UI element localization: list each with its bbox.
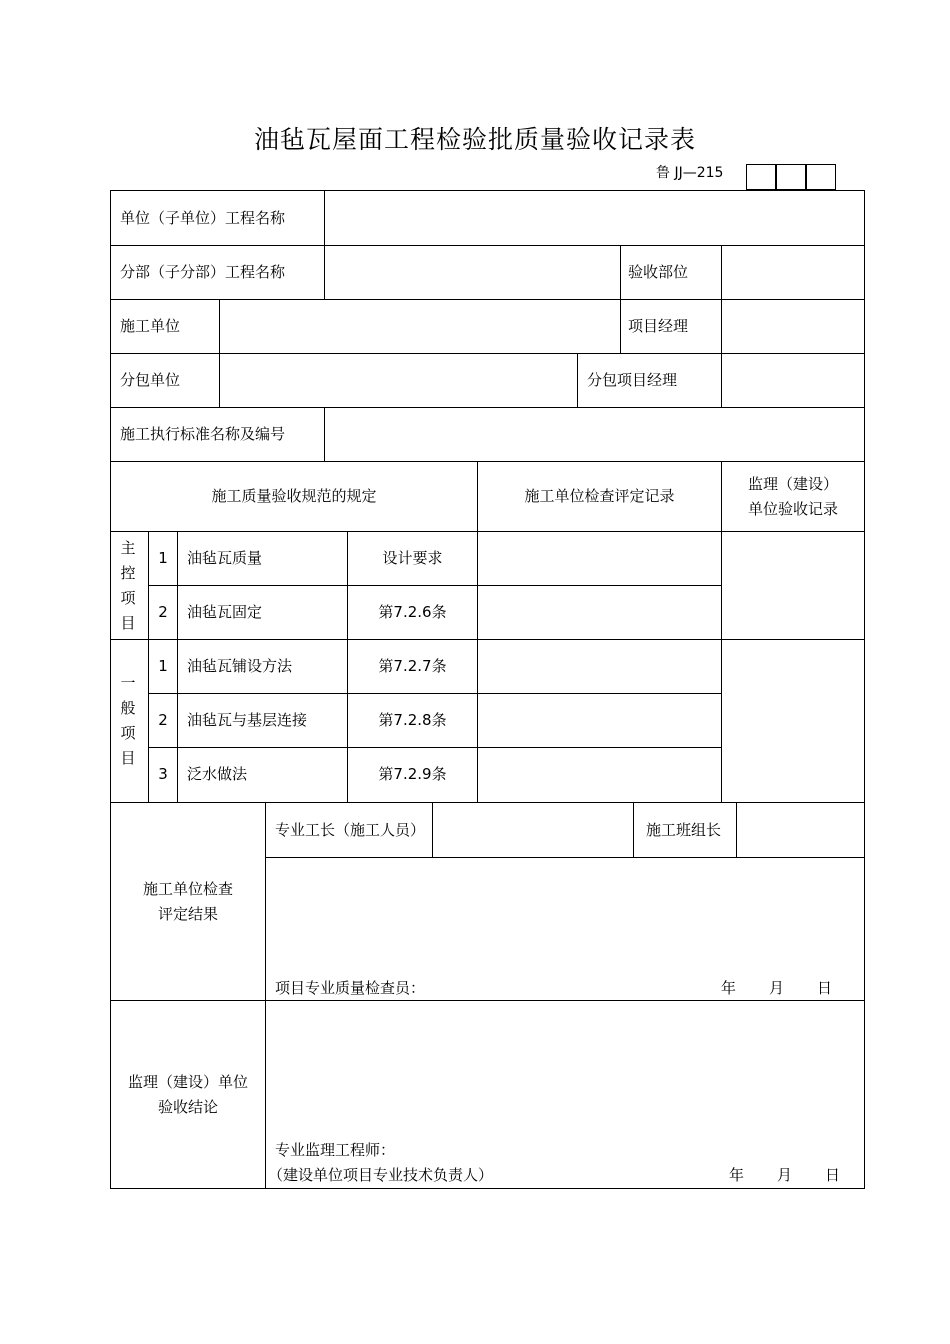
construction-check-month: 月 [769,979,785,997]
page-title: 油毡瓦屋面工程检验批质量验收记录表 [253,125,696,154]
construction-unit-label: 施工单位 [120,317,181,335]
standard-name-label: 施工执行标准名称及编号 [120,425,286,443]
main-items-supervision-field[interactable] [723,533,863,638]
general-items-supervision-field[interactable] [723,641,863,801]
team-leader-label: 施工班组长 [646,821,722,839]
quality-inspector-label: 项目专业质量检查员： [275,979,426,997]
supervision-conclusion-field[interactable] [267,1003,863,1133]
general-item-record-field[interactable] [479,641,720,692]
construction-record-column-header: 施工单位检查评定记录 [524,487,675,505]
supervision-label-line2: 验收结论 [157,1098,218,1116]
supervision-engineer-label: 专业监理工程师： [275,1141,396,1159]
subcontract-unit-field[interactable] [221,355,576,406]
acceptance-part-label: 验收部位 [628,263,689,281]
acceptance-part-field[interactable] [723,247,863,298]
general-item-requirement: 第7.2.8条 [378,711,447,729]
construction-check-label-line1: 施工单位检查 [142,880,233,898]
main-items-label: 主控项目 [120,539,136,632]
construction-check-year: 年 [721,979,737,997]
subcontract-unit-label: 分包单位 [120,371,181,389]
foreman-field[interactable] [434,804,632,856]
main-item-no: 1 [158,549,168,567]
code-box-1[interactable] [746,164,776,190]
supervision-year: 年 [729,1166,745,1184]
owner-representative-label: （建设单位项目专业技术负责人） [268,1166,494,1184]
main-item-no: 2 [158,603,168,621]
unit-project-name-label: 单位（子单位）工程名称 [120,209,286,227]
standard-name-field[interactable] [326,409,863,460]
supervision-record-header-line1: 监理（建设） [747,475,838,493]
main-item-requirement: 设计要求 [382,549,443,567]
main-item-requirement: 第7.2.6条 [378,603,447,621]
spec-column-header: 施工质量验收规范的规定 [211,487,377,505]
sub-project-name-label: 分部（子分部）工程名称 [120,263,286,281]
general-item-no: 2 [158,711,168,729]
supervision-day: 日 [825,1166,841,1184]
general-items-label: 一般项目 [120,674,136,767]
main-item-name: 油毡瓦质量 [187,549,263,567]
general-item-no: 3 [158,765,168,783]
team-leader-field[interactable] [738,804,863,856]
subcontract-manager-label: 分包项目经理 [587,371,678,389]
supervision-month: 月 [777,1166,793,1184]
form-code: 鲁 JJ—215 [656,165,724,181]
general-item-name: 泛水做法 [187,765,248,783]
construction-unit-field[interactable] [221,301,619,352]
project-manager-field[interactable] [723,301,863,352]
supervision-record-header-line2: 单位验收记录 [747,500,838,518]
code-box-2[interactable] [776,164,806,190]
code-box-3[interactable] [806,164,836,190]
general-item-requirement: 第7.2.9条 [378,765,447,783]
construction-check-day: 日 [817,979,833,997]
foreman-label: 专业工长（施工人员） [275,821,426,839]
general-item-name: 油毡瓦与基层连接 [187,711,308,729]
unit-project-name-field[interactable] [326,192,863,244]
general-item-name: 油毡瓦铺设方法 [187,657,293,675]
main-item-record-field[interactable] [479,587,720,638]
construction-check-label-line2: 评定结果 [157,905,218,923]
main-item-name: 油毡瓦固定 [187,603,263,621]
main-item-record-field[interactable] [479,533,720,584]
sub-project-name-field[interactable] [326,247,619,298]
project-manager-label: 项目经理 [628,317,689,335]
general-item-record-field[interactable] [479,695,720,746]
general-item-no: 1 [158,657,168,675]
general-item-record-field[interactable] [479,749,720,801]
subcontract-manager-field[interactable] [723,355,863,406]
supervision-label-line1: 监理（建设）单位 [127,1073,248,1091]
construction-check-result-field[interactable] [267,860,863,970]
general-item-requirement: 第7.2.7条 [378,657,447,675]
